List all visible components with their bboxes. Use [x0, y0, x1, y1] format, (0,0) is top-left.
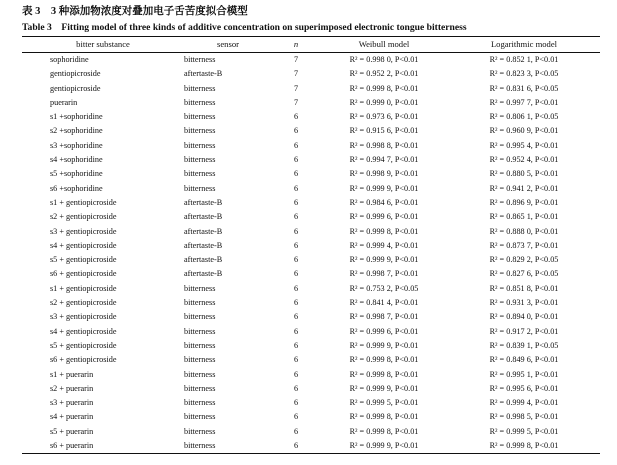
cell-n: 6	[293, 226, 299, 236]
table-row	[22, 425, 600, 439]
cell-bitter-substance: s1 + puerarin	[50, 369, 94, 379]
cell-weibull-model: R² = 0.999 9, P<0.01	[349, 183, 419, 193]
cell-logarithmic-model: R² = 0.952 4, P<0.01	[489, 155, 559, 165]
cell-weibull-model: R² = 0.999 5, P<0.01	[349, 398, 419, 408]
cell-logarithmic-model: R² = 0.917 2, P<0.01	[489, 326, 559, 336]
cell-sensor: bitterness	[184, 183, 216, 193]
cell-bitter-substance: s6 +sophoridine	[50, 183, 103, 193]
cell-weibull-model: R² = 0.999 6, P<0.01	[349, 212, 419, 222]
table-row	[22, 410, 600, 424]
table-caption-english: Table 3 Fitting model of three kinds of additive concentration on superimposed electronic tongue bitterness	[22, 22, 467, 33]
cell-logarithmic-model: R² = 0.839 1, P<0.05	[489, 340, 559, 350]
cell-sensor: bitterness	[184, 326, 216, 336]
cell-weibull-model: R² = 0.999 4, P<0.01	[349, 240, 419, 250]
table-row	[22, 182, 600, 196]
header-sensor: sensor	[184, 37, 272, 53]
cell-logarithmic-model: R² = 0.999 8, P<0.01	[448, 439, 600, 454]
cell-bitter-substance: gentiopicroside	[50, 83, 101, 93]
cell-sensor: bitterness	[184, 312, 216, 322]
cell-bitter-substance: s4 +sophoridine	[50, 155, 103, 165]
cell-n: 6	[293, 398, 299, 408]
cell-logarithmic-model: R² = 0.999 4, P<0.01	[489, 398, 559, 408]
table-row	[22, 239, 600, 253]
cell-logarithmic-model: R² = 0.806 1, P<0.05	[489, 112, 559, 122]
header-logarithmic-model: Logarithmic model	[448, 37, 600, 53]
cell-sensor: bitterness	[184, 369, 216, 379]
cell-sensor: bitterness	[184, 398, 216, 408]
cell-bitter-substance: gentiopicroside	[50, 69, 101, 79]
cell-logarithmic-model: R² = 0.851 8, P<0.01	[489, 283, 559, 293]
cell-sensor: bitterness	[184, 83, 216, 93]
cell-sensor: bitterness	[184, 383, 216, 393]
cell-n: 6	[293, 369, 299, 379]
cell-weibull-model: R² = 0.999 8, P<0.01	[349, 369, 419, 379]
cell-n: 7	[293, 55, 299, 64]
cell-sensor: bitterness	[184, 126, 216, 136]
cell-bitter-substance: s6 + puerarin	[22, 439, 184, 454]
cell-n: 6	[293, 312, 299, 322]
cell-sensor: bitterness	[184, 283, 216, 293]
cell-bitter-substance: s1 +sophoridine	[50, 112, 103, 122]
table-row	[22, 96, 600, 110]
cell-weibull-model: R² = 0.999 9, P<0.01	[349, 383, 419, 393]
table-caption-chinese: 表 3 3 种添加物浓度对叠加电子舌苦度拟合模型	[22, 6, 248, 17]
cell-bitter-substance: s2 + gentiopicroside	[50, 212, 117, 222]
table-row	[22, 225, 600, 239]
table-row	[22, 368, 600, 382]
header-n: n	[272, 37, 320, 53]
cell-n: 6	[293, 197, 299, 207]
cell-weibull-model: R² = 0.753 2, P<0.05	[349, 283, 419, 293]
cell-bitter-substance: s5 + puerarin	[50, 426, 94, 436]
table-header-row	[22, 37, 600, 53]
cell-n: 6	[293, 140, 299, 150]
cell-weibull-model: R² = 0.998 8, P<0.01	[349, 140, 419, 150]
cell-weibull-model: R² = 0.998 0, P<0.01	[349, 55, 419, 64]
cell-bitter-substance: s4 + gentiopicroside	[50, 240, 117, 250]
cell-weibull-model: R² = 0.999 8, P<0.01	[349, 355, 419, 365]
table-row	[22, 310, 600, 324]
cell-logarithmic-model: R² = 0.960 9, P<0.01	[489, 126, 559, 136]
table-row	[22, 353, 600, 367]
fitting-model-table	[22, 36, 600, 454]
cell-weibull-model: R² = 0.984 6, P<0.01	[349, 197, 419, 207]
cell-logarithmic-model: R² = 0.873 7, P<0.01	[489, 240, 559, 250]
cell-sensor: bitterness	[184, 112, 216, 122]
header-weibull-model: Weibull model	[320, 37, 448, 53]
cell-logarithmic-model: R² = 0.931 3, P<0.01	[489, 298, 559, 308]
cell-bitter-substance: sophoridine	[50, 55, 89, 64]
cell-bitter-substance: s3 + puerarin	[50, 398, 94, 408]
cell-logarithmic-model: R² = 0.852 1, P<0.01	[489, 55, 559, 64]
cell-n: 7	[293, 69, 299, 79]
cell-logarithmic-model: R² = 0.941 2, P<0.01	[489, 183, 559, 193]
cell-logarithmic-model: R² = 0.998 5, P<0.01	[489, 412, 559, 422]
table-row	[22, 382, 600, 396]
cell-sensor: bitterness	[184, 155, 216, 165]
cell-n: 6	[272, 439, 320, 454]
cell-sensor: bitterness	[184, 426, 216, 436]
cell-logarithmic-model: R² = 0.827 6, P<0.05	[489, 269, 559, 279]
table-row	[22, 267, 600, 281]
cell-bitter-substance: s6 + gentiopicroside	[50, 269, 117, 279]
cell-logarithmic-model: R² = 0.995 4, P<0.01	[489, 140, 559, 150]
table-row	[22, 110, 600, 124]
cell-bitter-substance: s4 + puerarin	[50, 412, 94, 422]
cell-bitter-substance: puerarin	[50, 97, 78, 107]
cell-bitter-substance: s5 + gentiopicroside	[50, 340, 117, 350]
cell-weibull-model: R² = 0.999 8, P<0.01	[349, 83, 419, 93]
cell-sensor: aftertaste-B	[184, 69, 223, 79]
cell-n: 6	[293, 212, 299, 222]
cell-bitter-substance: s2 + puerarin	[50, 383, 94, 393]
cell-n: 7	[293, 97, 299, 107]
cell-logarithmic-model: R² = 0.888 0, P<0.01	[489, 226, 559, 236]
cell-logarithmic-model: R² = 0.849 6, P<0.01	[489, 355, 559, 365]
cell-sensor: bitterness	[184, 340, 216, 350]
cell-weibull-model: R² = 0.999 8, P<0.01	[349, 412, 419, 422]
cell-n: 6	[293, 298, 299, 308]
cell-sensor: bitterness	[184, 355, 216, 365]
cell-n: 7	[293, 83, 299, 93]
cell-logarithmic-model: R² = 0.831 6, P<0.05	[489, 83, 559, 93]
cell-logarithmic-model: R² = 0.880 5, P<0.01	[489, 169, 559, 179]
cell-sensor: bitterness	[184, 298, 216, 308]
cell-bitter-substance: s5 +sophoridine	[50, 169, 103, 179]
cell-n: 6	[293, 255, 299, 265]
cell-n: 6	[293, 183, 299, 193]
table-row	[22, 124, 600, 138]
cell-n: 6	[293, 269, 299, 279]
table-row	[22, 196, 600, 210]
table-row	[22, 139, 600, 153]
cell-n: 6	[293, 426, 299, 436]
cell-logarithmic-model: R² = 0.823 3, P<0.05	[489, 69, 559, 79]
cell-weibull-model: R² = 0.915 6, P<0.01	[349, 126, 419, 136]
table-row	[22, 325, 600, 339]
cell-bitter-substance: s3 + gentiopicroside	[50, 226, 117, 236]
cell-sensor: aftertaste-B	[184, 269, 223, 279]
cell-logarithmic-model: R² = 0.894 0, P<0.01	[489, 312, 559, 322]
cell-bitter-substance: s4 + gentiopicroside	[50, 326, 117, 336]
cell-sensor: aftertaste-B	[184, 240, 223, 250]
cell-bitter-substance: s1 + gentiopicroside	[50, 283, 117, 293]
cell-n: 6	[293, 283, 299, 293]
cell-bitter-substance: s3 + gentiopicroside	[50, 312, 117, 322]
cell-n: 6	[293, 155, 299, 165]
cell-sensor: aftertaste-B	[184, 255, 223, 265]
cell-n: 6	[293, 355, 299, 365]
cell-logarithmic-model: R² = 0.896 9, P<0.01	[489, 197, 559, 207]
cell-n: 6	[293, 240, 299, 250]
cell-weibull-model: R² = 0.973 6, P<0.01	[349, 112, 419, 122]
cell-logarithmic-model: R² = 0.999 5, P<0.01	[489, 426, 559, 436]
table-row	[22, 82, 600, 96]
cell-weibull-model: R² = 0.998 7, P<0.01	[349, 312, 419, 322]
table-row	[22, 296, 600, 310]
table-row	[22, 439, 600, 454]
cell-weibull-model: R² = 0.998 9, P<0.01	[349, 169, 419, 179]
cell-sensor: bitterness	[184, 439, 272, 454]
cell-sensor: aftertaste-B	[184, 226, 223, 236]
cell-sensor: bitterness	[184, 55, 216, 64]
cell-logarithmic-model: R² = 0.997 7, P<0.01	[489, 97, 559, 107]
cell-bitter-substance: s5 + gentiopicroside	[50, 255, 117, 265]
cell-weibull-model: R² = 0.841 4, P<0.01	[349, 298, 419, 308]
cell-logarithmic-model: R² = 0.995 1, P<0.01	[489, 369, 559, 379]
cell-sensor: bitterness	[184, 169, 216, 179]
header-bitter-substance: bitter substance	[22, 37, 184, 53]
cell-weibull-model: R² = 0.999 8, P<0.01	[349, 426, 419, 436]
table-row	[22, 153, 600, 167]
cell-sensor: bitterness	[184, 97, 216, 107]
cell-bitter-substance: s3 +sophoridine	[50, 140, 103, 150]
cell-logarithmic-model: R² = 0.829 2, P<0.05	[489, 255, 559, 265]
cell-sensor: aftertaste-B	[184, 197, 223, 207]
cell-weibull-model: R² = 0.994 7, P<0.01	[349, 155, 419, 165]
cell-n: 6	[293, 412, 299, 422]
cell-n: 6	[293, 126, 299, 136]
cell-bitter-substance: s1 + gentiopicroside	[50, 197, 117, 207]
cell-n: 6	[293, 326, 299, 336]
table-row	[22, 282, 600, 296]
table-row	[22, 210, 600, 224]
cell-n: 6	[293, 112, 299, 122]
table-row	[22, 53, 600, 68]
cell-weibull-model: R² = 0.998 7, P<0.01	[349, 269, 419, 279]
cell-weibull-model: R² = 0.999 0, P<0.01	[349, 97, 419, 107]
cell-sensor: bitterness	[184, 412, 216, 422]
cell-bitter-substance: s2 + gentiopicroside	[50, 298, 117, 308]
table-body	[22, 53, 600, 454]
table-row	[22, 339, 600, 353]
table-row	[22, 253, 600, 267]
cell-sensor: bitterness	[184, 140, 216, 150]
cell-n: 6	[293, 383, 299, 393]
cell-weibull-model: R² = 0.999 6, P<0.01	[349, 326, 419, 336]
cell-weibull-model: R² = 0.999 9, P<0.01	[349, 255, 419, 265]
cell-weibull-model: R² = 0.999 8, P<0.01	[349, 226, 419, 236]
table-row	[22, 167, 600, 181]
cell-logarithmic-model: R² = 0.865 1, P<0.01	[489, 212, 559, 222]
cell-bitter-substance: s2 +sophoridine	[50, 126, 103, 136]
cell-weibull-model: R² = 0.999 9, P<0.01	[320, 439, 448, 454]
cell-sensor: aftertaste-B	[184, 212, 223, 222]
cell-n: 6	[293, 169, 299, 179]
cell-n: 6	[293, 340, 299, 350]
cell-logarithmic-model: R² = 0.995 6, P<0.01	[489, 383, 559, 393]
table-row	[22, 67, 600, 81]
cell-weibull-model: R² = 0.999 9, P<0.01	[349, 340, 419, 350]
table-row	[22, 396, 600, 410]
cell-bitter-substance: s6 + gentiopicroside	[50, 355, 117, 365]
cell-weibull-model: R² = 0.952 2, P<0.01	[349, 69, 419, 79]
